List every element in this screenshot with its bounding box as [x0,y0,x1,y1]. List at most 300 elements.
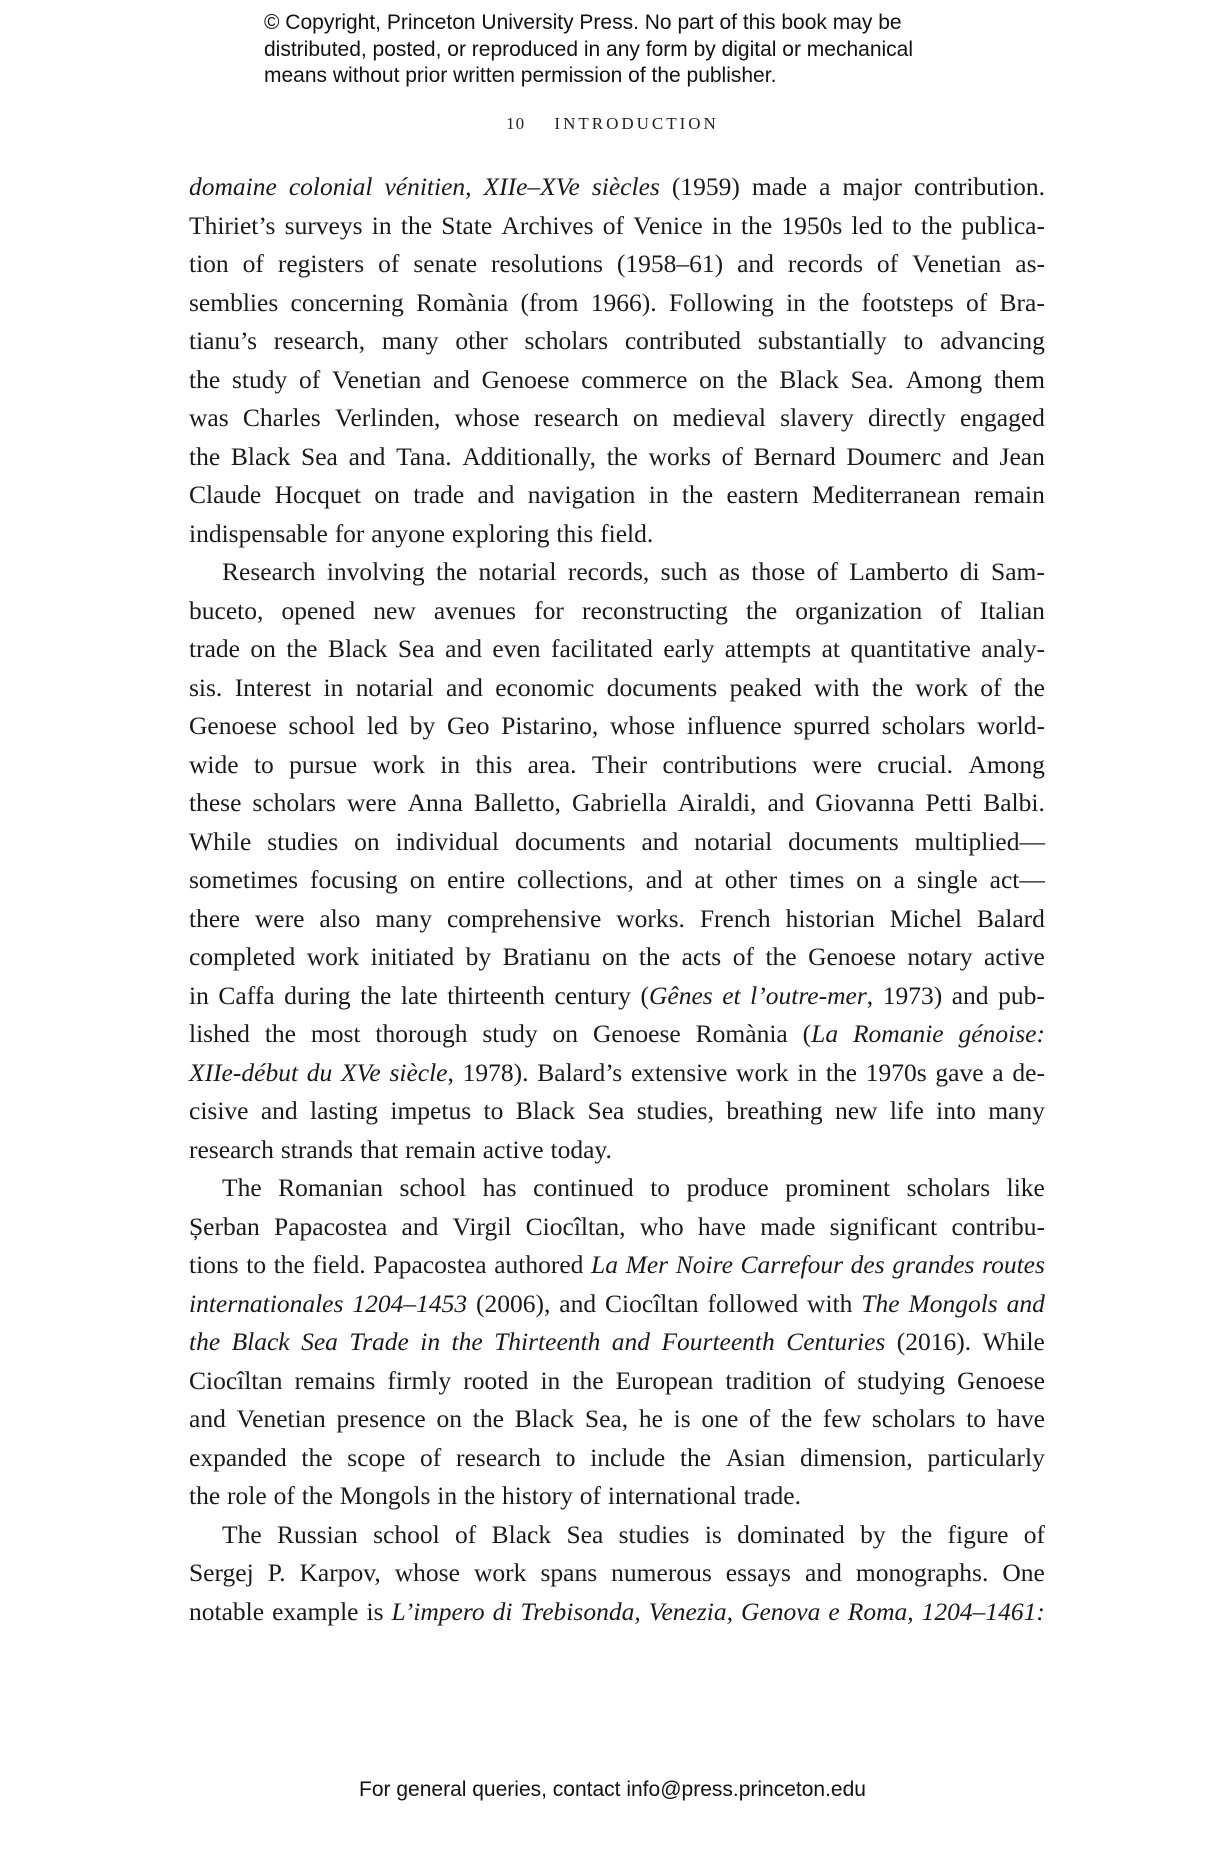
word: the [189,1327,221,1356]
word: pub- [998,980,1045,1010]
word: Sea. [850,364,894,394]
word: Romanie [852,1019,944,1048]
word: led [851,210,883,240]
text-line [189,476,1045,515]
word: Romània [416,287,509,317]
word: extensive [630,1057,728,1087]
word: Bernard [753,441,836,471]
word: Balbi. [983,788,1045,817]
word: slavery [780,403,854,432]
word: of [966,287,988,317]
word: Venetian [332,364,422,394]
word: and [737,249,774,278]
word: remain [974,480,1045,509]
word: tianu’s [189,326,257,355]
word: particularly [927,1442,1045,1472]
text-line [189,1593,1045,1632]
word: late [400,980,438,1010]
word: (1959) [671,172,740,201]
text-line [189,515,1045,554]
word: other [724,865,778,894]
word: Anna [407,788,463,817]
word: Venezia, [648,1596,734,1626]
word: works [648,441,711,471]
word: history [502,1481,573,1510]
word: in [371,210,392,240]
word: thorough [375,1019,468,1048]
word: include [590,1442,666,1472]
word: contribu- [951,1211,1045,1241]
word: notarial [694,826,773,856]
word: studies [267,826,339,856]
chapter-title: INTRODUCTION [554,114,719,133]
word: sis. [189,672,223,702]
word: quantitative [850,634,971,663]
word: of [721,441,743,471]
word: early [663,634,715,663]
word: spurred [793,711,870,740]
word: the [301,1481,333,1510]
word: the [189,1481,221,1510]
word: scholars [906,1173,991,1202]
word: Ciocîltan, [525,1211,626,1241]
word: Airaldi, [677,788,757,817]
word: work [736,1057,789,1087]
word: of [378,249,400,278]
word: whose [609,711,676,740]
text-line [189,399,1045,438]
word: Balard [976,903,1045,933]
word: acts [681,942,722,971]
word: spans [540,1558,598,1587]
word: numerous [611,1558,712,1587]
word: of [876,249,899,278]
word: the [301,1442,333,1472]
word: the [472,1404,504,1433]
word: Venetian [236,1404,326,1433]
word: P. [267,1558,286,1587]
word: and [477,480,515,509]
text-line [189,322,1045,361]
word: on [552,1019,579,1048]
word: many [375,903,433,933]
word: scholars [871,1404,956,1433]
word: Their [591,749,648,779]
word: to [246,1250,267,1279]
word: during [284,980,351,1010]
word: and [805,1558,842,1587]
word: on [354,826,380,856]
word: reconstructing [581,595,728,625]
word: Black [514,1404,575,1433]
word: exploring [451,518,550,548]
word: on [409,865,436,894]
word: to [650,1173,671,1202]
word: siècles [591,172,660,201]
word: study [231,364,288,394]
word: on [632,403,659,432]
word: The [861,1288,900,1318]
word: of [749,1404,771,1433]
word: and [611,1327,651,1356]
word: as- [1015,249,1045,278]
word: contribution. [913,172,1045,201]
word: Caffa [218,980,275,1010]
word: to [891,210,912,240]
word: he [638,1404,663,1433]
word: the [273,1250,305,1279]
word: notarial [355,672,434,702]
word: figure [947,1519,1009,1549]
word: Following [668,287,774,317]
copyright-line: means without prior written permission of the publisher. [264,64,777,87]
word: active [984,942,1045,971]
word: rooted [463,1365,529,1395]
word: in [437,1481,458,1510]
word: anyone [371,518,445,548]
word: in [648,480,669,509]
word: like [1006,1173,1045,1202]
word: 1966). [590,287,657,317]
text-line [189,207,1045,246]
word: senate [413,249,478,278]
word: Fourteenth [661,1327,775,1356]
word: significant [829,1211,938,1241]
word: school [373,1519,440,1549]
word: XVe [341,1057,381,1087]
word: l’outre-mer, [750,980,874,1010]
word: L’impero [391,1596,485,1626]
word: multiplied— [914,826,1045,856]
word: of [602,210,625,240]
text-line [189,1169,1045,1208]
word: 1950s [781,210,843,240]
word: avenues [433,595,516,625]
word: life [889,1096,924,1125]
word: 1204–1453 [352,1288,468,1318]
word: Pistarino, [501,711,599,740]
word: in [440,749,461,779]
word: of [940,595,962,625]
word: was [189,403,229,432]
word: to [253,749,274,779]
word: other [455,326,508,355]
word: the [400,210,433,240]
word: Doumerc [846,441,942,471]
word: notary [907,942,973,971]
word: Romanian [278,1173,383,1202]
word: Venetian [912,249,1002,278]
word: The [222,1173,262,1202]
word: studies, [636,1096,714,1125]
text-line [189,1362,1045,1401]
word: Thirteenth [494,1327,601,1356]
word: were [254,903,305,933]
word: Among [905,364,983,394]
word: in [420,1327,441,1356]
word: Genoese [481,364,570,394]
word: studying [857,1365,946,1395]
word: Asian [725,1442,786,1472]
paragraph [189,553,1045,1169]
word: remains [294,1365,376,1395]
word: Jean [999,441,1045,471]
word: and [445,634,482,663]
word: of [980,672,1002,702]
word: engaged [959,403,1045,432]
text-line [189,1131,1045,1170]
word: records, [567,557,650,586]
word: and [433,364,470,394]
word: on [374,480,400,509]
word: research [533,403,619,432]
word: school [288,711,356,740]
word: eastern [726,480,799,509]
word: major [842,172,902,201]
word: work [306,942,360,971]
word: Romània [695,1019,788,1048]
word: and [645,865,683,894]
word: Petti [925,788,973,817]
word: des [850,1250,885,1279]
word: on [436,1404,462,1433]
word: collections, [517,865,634,894]
word: Sea [397,634,435,663]
word: historian [785,903,875,933]
word: Sea [301,441,338,471]
word: Șerban [189,1211,260,1241]
word: (from [520,287,579,317]
word: French [699,903,771,933]
word: documents [606,672,718,702]
word: of [823,1365,846,1395]
word: of [455,1519,477,1549]
word: have [697,1211,746,1241]
word: with [807,1288,853,1318]
word: individual [395,826,500,856]
word: Research [222,557,316,586]
word: dimension, [800,1442,913,1472]
word: trade [189,634,240,663]
word: Black [779,364,839,394]
word: publica- [961,210,1045,240]
word: is [673,1404,691,1433]
word: them [993,364,1045,394]
running-head [0,114,1225,134]
word: (2006), [476,1288,551,1318]
word: Mongols [908,1288,998,1318]
word: Lamberto [849,557,949,586]
word: de- [1012,1057,1045,1087]
paragraph [189,1516,1045,1632]
word: footsteps [861,287,954,317]
word: to [966,1404,987,1433]
word: who [639,1211,684,1241]
word: followed [707,1288,799,1318]
word: Virgil [452,1211,512,1241]
word: a [992,1057,1004,1087]
word: this [475,749,513,779]
word: and [951,980,989,1010]
word: indispensable [189,518,328,548]
word: example [272,1596,359,1626]
word: were [347,788,397,817]
word: new [373,595,416,625]
word: domaine [189,172,277,201]
word: XIIe-début [189,1057,299,1087]
word: on [856,865,882,894]
word: Genova [741,1596,821,1626]
word: the [464,1481,496,1510]
word: XIIe–XVe [483,172,580,201]
word: to [903,326,924,355]
word: pursue [289,749,358,779]
word: contributed [624,326,741,355]
text-line [189,823,1045,862]
word: Venice [633,210,703,240]
word: and [260,1096,298,1125]
word: Geo [446,711,490,740]
copyright-notice [264,10,984,90]
body-text [189,168,1045,1631]
word: La [591,1250,618,1279]
word: and [189,1404,226,1433]
text-line [189,900,1045,939]
word: attempts [724,634,812,663]
word: tions [189,1250,239,1279]
word: peaked [729,672,802,702]
word: and [952,441,989,471]
word: of [816,557,838,586]
word: and [348,441,386,471]
word: semblies [189,287,279,317]
word: the [606,441,638,471]
word: for [534,595,564,625]
text-line [189,1246,1045,1285]
word: Interest [234,672,312,702]
word: made [751,172,808,201]
word: surveys [284,210,363,240]
word: Sam- [991,557,1045,586]
word: Sea [566,1519,604,1549]
word: new [834,1096,878,1125]
word: Sea [301,1327,338,1356]
word: continued [533,1173,634,1202]
word: in [797,1057,818,1087]
word: Ciocîltan [189,1365,283,1395]
word: Karpov, [299,1558,381,1587]
word: on [601,942,628,971]
word: and [641,826,679,856]
word: on [699,364,725,394]
text-line [189,861,1045,900]
word: the [765,942,797,971]
word: strands [280,1134,354,1164]
word: of [298,364,321,394]
word: Carrefour [740,1250,844,1279]
word: firmly [387,1365,452,1395]
word: by [465,942,492,971]
word: registers [277,249,365,278]
word: thirteenth [447,980,545,1010]
word: of [273,1481,295,1510]
word: buceto, [189,595,264,625]
word: colonial [288,172,373,201]
word: research [189,1134,274,1164]
word: contributions [662,749,798,779]
word: the [740,210,773,240]
word: by [409,711,436,740]
text-line [189,1208,1045,1247]
word: While [189,826,252,856]
word: tion [189,249,229,278]
text-line [189,1554,1045,1593]
word: Giovanna [815,788,915,817]
word: were [812,749,862,779]
word: of [732,942,754,971]
word: monographs. [855,1558,989,1587]
word: Trade [349,1327,409,1356]
word: in [786,287,806,317]
word: few [822,1404,862,1433]
word: the [681,480,714,509]
word: the [736,364,768,394]
word: world- [977,711,1045,740]
word: vénitien, [384,172,472,201]
word: scholars [524,326,609,355]
word: many [988,1096,1045,1125]
word: Michel [889,903,962,933]
word: the [264,1019,296,1048]
word: Roma, [847,1596,914,1626]
word: documents [788,826,899,856]
word: Black [515,1096,576,1125]
word: 1973) [882,980,943,1010]
word: most [310,1019,361,1048]
word: is [704,1519,722,1549]
paragraph [189,1169,1045,1516]
text-line [189,630,1045,669]
word: economic [495,672,595,702]
word: Charles [242,403,321,432]
word: essays [725,1558,791,1587]
word: Trebisonda, [520,1596,641,1626]
word: (La [802,1019,839,1048]
word: those [751,557,806,586]
word: into [936,1096,976,1125]
word: impetus [390,1096,472,1125]
word: (1958–61) [616,249,724,278]
word: cisive [189,1096,249,1125]
word: research [456,1442,541,1472]
word: has [482,1173,517,1202]
word: of [1023,1519,1045,1549]
word: organization [795,595,923,625]
word: remain [405,1134,476,1164]
text-line [189,977,1045,1016]
word: documents [515,826,626,856]
text-line [189,168,1045,207]
word: Black [231,1327,290,1356]
word: Russian [277,1519,358,1549]
word: di [492,1596,513,1626]
word: concerning [290,287,404,317]
text-line [189,1477,1045,1516]
word: to [483,1096,504,1125]
word: Genoese [592,1019,681,1048]
word: Balard’s [537,1057,623,1087]
word: at [821,634,841,663]
